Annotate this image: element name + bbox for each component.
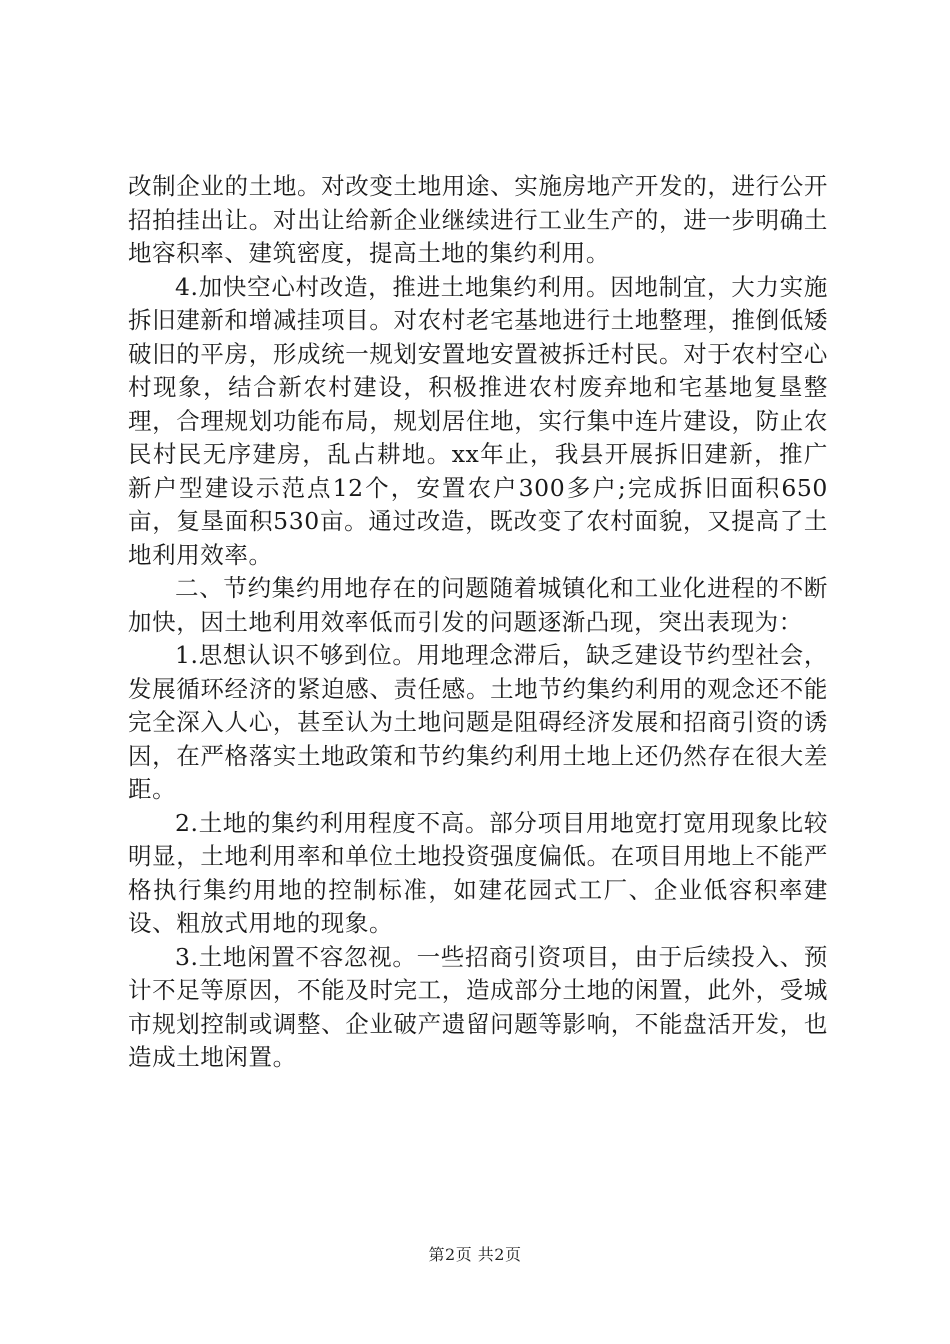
document-body (128, 170, 828, 1075)
page-number-footer: 第2页 共2页 (428, 1245, 522, 1264)
paragraph-section-2-heading: 二、节约集约用地存在的问题随着城镇化和工业化进程的不断加快，因土地利用效率低而引发的问题逐渐凸现，突出表现为： (128, 574, 828, 636)
paragraph-problem-1: 1.思想认识不够到位。用地理念滞后，缺乏建设节约型社会，发展循环经济的紧迫感、责任感。土地节约集约利用的观念还不能完全深入人心，甚至认为土地问题是阻碍经济发展和招商引资的诱因，在严格落实土地政策和节约集约利用土地上还仍然存在很大差距。 (128, 641, 828, 803)
paragraph-item-4: 4.加快空心村改造，推进土地集约利用。因地制宜，大力实施拆旧建新和增减挂项目。对农村老宅基地进行土地整理，推倒低矮破旧的平房，形成统一规划安置地安置被拆迁村民。对于农村空心村现象，结合新农村建设，积极推进农村废弃地和宅基地复垦整理，合理规划功能布局，规划居住地，实行集中连片建设，防止农民村民无序建房，乱占耕地。xx年止，我县开展拆旧建新，推广新户型建设示范点12个，安置农户300多户;完成拆旧面积650亩，复垦面积530亩。通过改造，既改变了农村面貌，又提高了土地利用效率。 (128, 272, 828, 569)
paragraph-problem-2: 2.土地的集约利用程度不高。部分项目用地宽打宽用现象比较明显，土地利用率和单位土地投资强度偏低。在项目用地上不能严格执行集约用地的控制标准，如建花园式工厂、企业低容积率建设、粗放式用地的现象。 (128, 808, 828, 937)
paragraph-problem-3: 3.土地闲置不容忽视。一些招商引资项目，由于后续投入、预计不足等原因，不能及时完工，造成部分土地的闲置，此外，受城市规划控制或调整、企业破产遗留问题等影响，不能盘活开发，也造成土地闲置。 (128, 942, 828, 1071)
paragraph-continuation: 改制企业的土地。对改变土地用途、实施房地产开发的，进行公开招拍挂出让。对出让给新企业继续进行工业生产的，进一步明确土地容积率、建筑密度，提高土地的集约利用。 (128, 172, 828, 267)
